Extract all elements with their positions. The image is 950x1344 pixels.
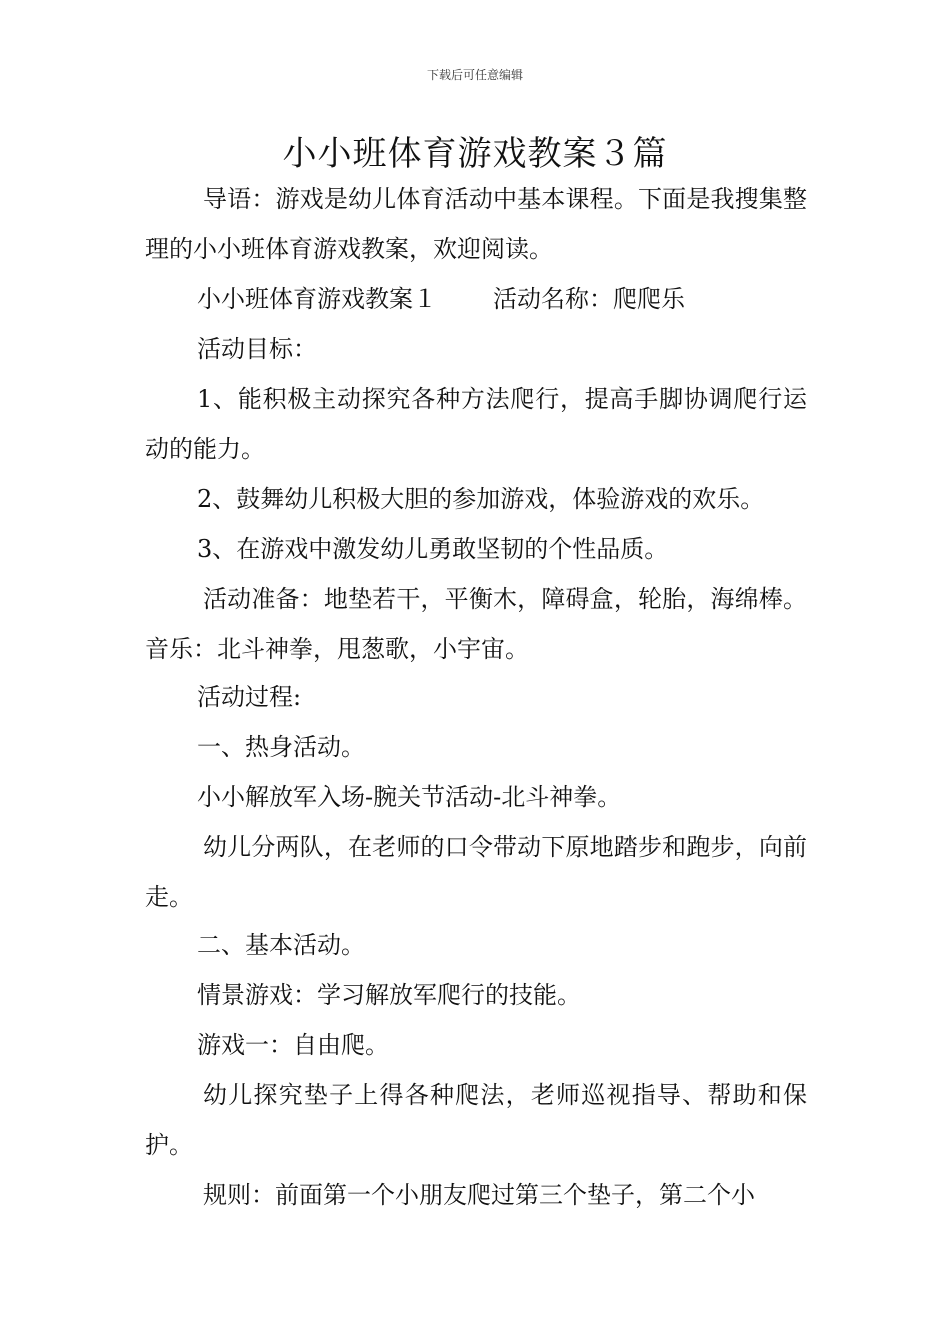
warmup-sequence: 小小解放军入场-腕关节活动-北斗神拳。 [197, 783, 622, 811]
page-header-note: 下载后可任意编辑 [426, 68, 523, 82]
scenario-game: 情景游戏：学习解放军爬行的技能。 [197, 981, 581, 1009]
goal-item-2: 2、鼓舞幼儿积极大胆的参加游戏，体验游戏的欢乐。 [197, 485, 765, 513]
intro-paragraph: 导语：游戏是幼儿体育活动中基本课程。下面是我搜集整理的小小班体育游戏教案，欢迎阅读。 [145, 185, 807, 263]
game-1-detail: 幼儿探究垫子上得各种爬法，老师巡视指导、帮助和保护。 [145, 1081, 807, 1159]
goal-item-1: 1、能积极主动探究各种方法爬行，提高手脚协调爬行运动的能力。 [145, 385, 807, 463]
goals-label: 活动目标： [197, 335, 317, 363]
plan-heading-line [145, 274, 807, 324]
step-1-heading: 一、热身活动。 [197, 733, 365, 761]
plan-title: 小小班体育游戏教案１ [197, 285, 437, 313]
step-2-heading: 二、基本活动。 [197, 931, 365, 959]
game-1-heading: 游戏一：自由爬。 [197, 1031, 389, 1059]
warmup-detail: 幼儿分两队，在老师的口令带动下原地踏步和跑步，向前走。 [145, 833, 807, 911]
activity-name: 活动名称：爬爬乐 [493, 285, 685, 313]
rule-paragraph: 规则：前面第一个小朋友爬过第三个垫子，第二个小 [203, 1181, 755, 1209]
goal-item-3: 3、在游戏中激发幼儿勇敢坚韧的个性品质。 [197, 535, 669, 563]
document-title: 小小班体育游戏教案３篇 [282, 134, 668, 174]
process-label: 活动过程: [197, 683, 302, 711]
preparation-paragraph: 活动准备：地垫若干，平衡木，障碍盒，轮胎，海绵棒。音乐：北斗神拳，甩葱歌，小宇宙。 [145, 585, 807, 663]
